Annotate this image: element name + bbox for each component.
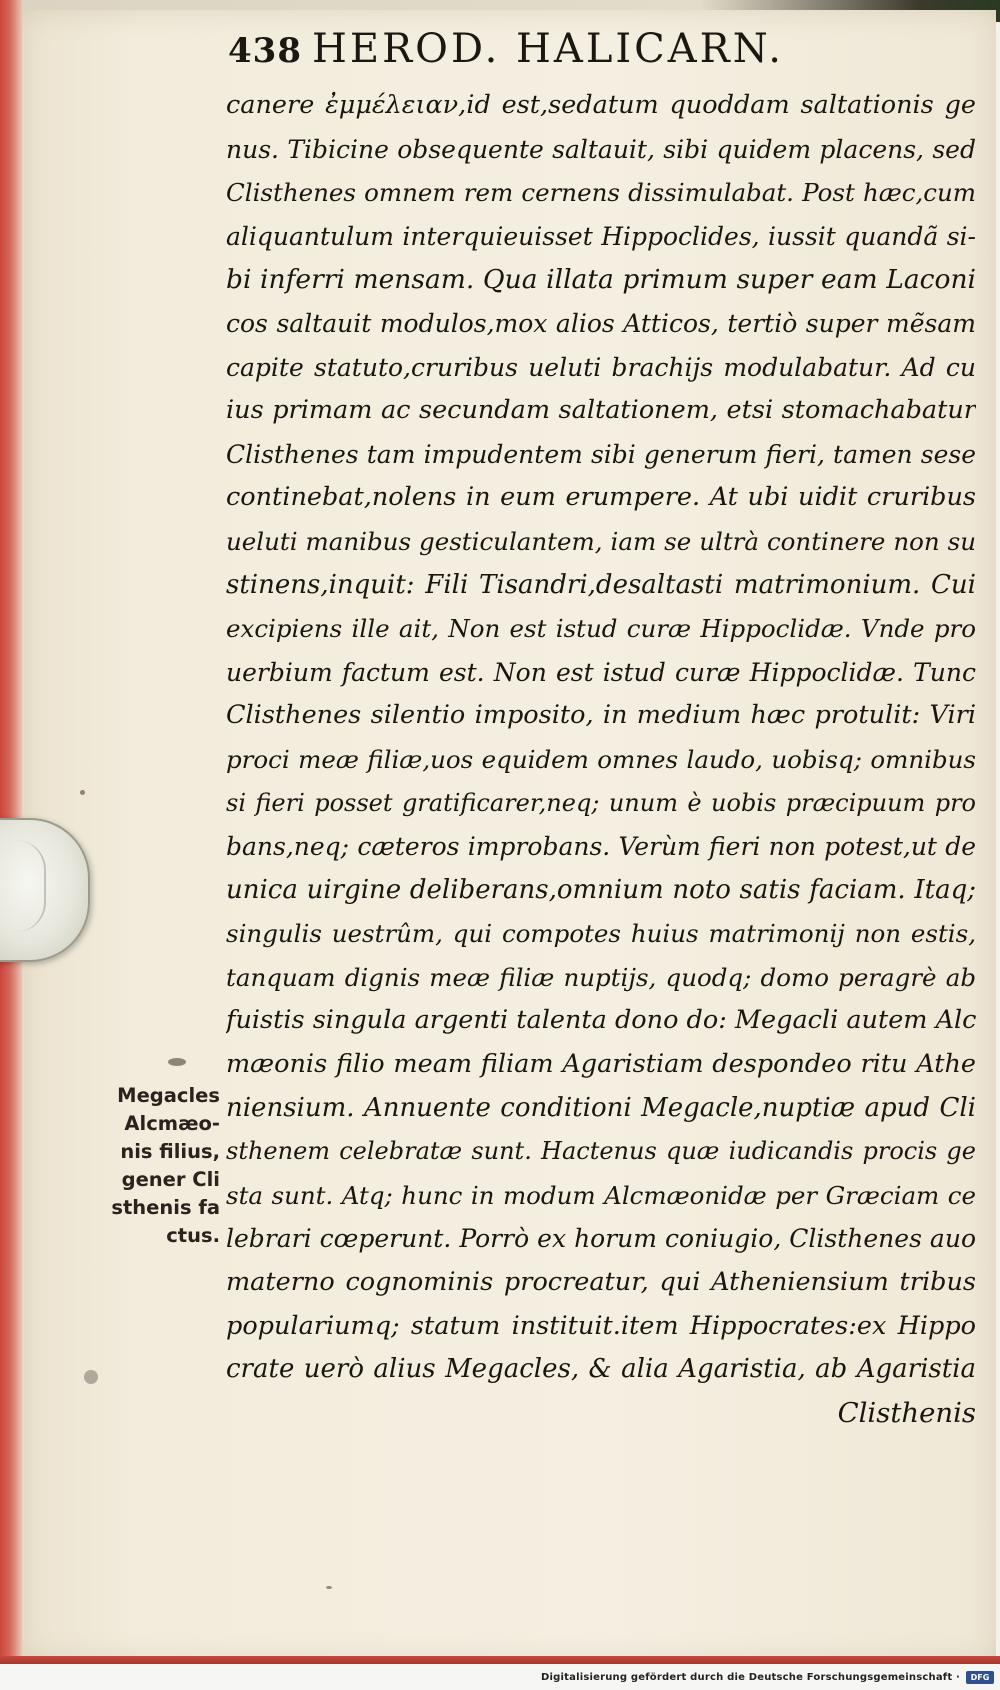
text-line: Clisthenes omnem rem cernens dissimulabat. Post hæc,cum [226, 178, 976, 208]
text-line: canere ἐμμέλειαν,id est,sedatum quoddam saltationis ge [226, 90, 976, 120]
ink-blot [84, 1370, 98, 1384]
catchword: Clisthenis [837, 1396, 976, 1429]
text-line: excipiens ille ait, Non est istud curæ Hippoclidæ. Vnde pro [226, 614, 976, 644]
margin-note-line: nis filius, [120, 1140, 220, 1163]
text-line: fuistis singula argenti talenta dono do: Megacli autem Alc [226, 1005, 976, 1036]
page-number: 438 [228, 31, 302, 71]
text-line: sta sunt. Atq; hunc in modum Alcmæonidæ per Græciam ce [226, 1180, 976, 1210]
text-line: continebat,nolens in eum erumpere. At ubi uidit cruribus [226, 482, 976, 513]
dfg-logo: DFG [966, 1671, 994, 1684]
text-line: unica uirgine deliberans,omnium noto satis faciam. Itaq; [226, 874, 976, 905]
text-line: Clisthenes silentio imposito, in medium hæc protulit: Viri [226, 700, 976, 731]
text-line: singulis uestrûm, qui compotes huius matrimonij non estis, [226, 919, 976, 949]
text-line: ueluti manibus gesticulantem, iam se ultrà continere non su [226, 526, 976, 556]
text-line: materno cognominis procreatur, qui Atheniensium tribus [226, 1267, 976, 1298]
margin-note-line: ctus. [166, 1224, 220, 1247]
red-page-edge-bottom [0, 1656, 1000, 1664]
ink-blot [80, 790, 85, 795]
ink-blot [326, 1586, 332, 1589]
margin-note-line: sthenis fa [111, 1196, 220, 1219]
ink-blot [168, 1058, 186, 1066]
text-line: bi inferri mensam. Qua illata primum super eam Laconi [226, 264, 976, 296]
text-line: niensium. Annuente conditioni Megacle,nuptiæ apud Cli [226, 1092, 976, 1123]
running-head [228, 26, 928, 86]
margin-note-line: Alcmæo- [124, 1112, 220, 1135]
main-text-block [226, 84, 976, 1435]
text-line: cos saltauit modulos,mox alios Atticos, tertiò super mẽsam [226, 308, 976, 338]
text-line: capite statuto,cruribus ueluti brachijs modulabatur. Ad cu [226, 352, 976, 382]
margin-note-line: gener Cli [121, 1168, 220, 1191]
text-line: lebrari cœperunt. Porrò ex horum coniugio, Clisthenes auo [226, 1224, 976, 1254]
digitization-credit: Digitalisierung gefördert durch die Deutsche Forschungsgemeinschaft · [541, 1672, 960, 1683]
text-line: aliquantulum interquieuisset Hippoclides, iussit quandã si- [226, 221, 976, 251]
text-line: tanquam dignis meæ filiæ nuptijs, quodq; domo peragrè ab [226, 962, 976, 992]
text-line: ius primam ac secundam saltationem, etsi stomachabatur [226, 395, 976, 426]
text-line: si fieri posset gratificarer,neq; unum è uobis præcipuum pro [226, 788, 976, 817]
text-line: proci meæ filiæ,uos equidem omnes laudo, uobisq; omnibus [226, 744, 976, 774]
text-line: Clisthenes tam impudentem sibi generum fieri, tamen sese [226, 439, 976, 469]
text-line: stinens,inquit: Fili Tisandri,desaltasti matrimonium. Cui [226, 569, 976, 600]
text-line: populariumq; statum instituit.item Hippocrates:ex Hippo [226, 1310, 976, 1341]
text-line: uerbium factum est. Non est istud curæ Hippoclidæ. Tunc [226, 657, 976, 687]
text-line: sthenem celebratæ sunt. Hactenus quæ iudicandis procis ge [226, 1137, 976, 1166]
text-line: nus. Tibicine obsequente saltauit, sibi quidem placens, sed [226, 134, 976, 164]
text-line: crate uerò alius Megacles, & alia Agaristia, ab Agaristia [226, 1354, 976, 1385]
text-line: mæonis filio meam filiam Agaristiam despondeo ritu Athe [226, 1049, 976, 1080]
text-line: bans,neq; cæteros improbans. Verùm fieri non potest,ut de [226, 832, 976, 862]
running-title: HEROD. HALICARN. [311, 26, 784, 72]
margin-note [92, 1082, 220, 1250]
margin-note-line: Megacles [117, 1084, 220, 1107]
